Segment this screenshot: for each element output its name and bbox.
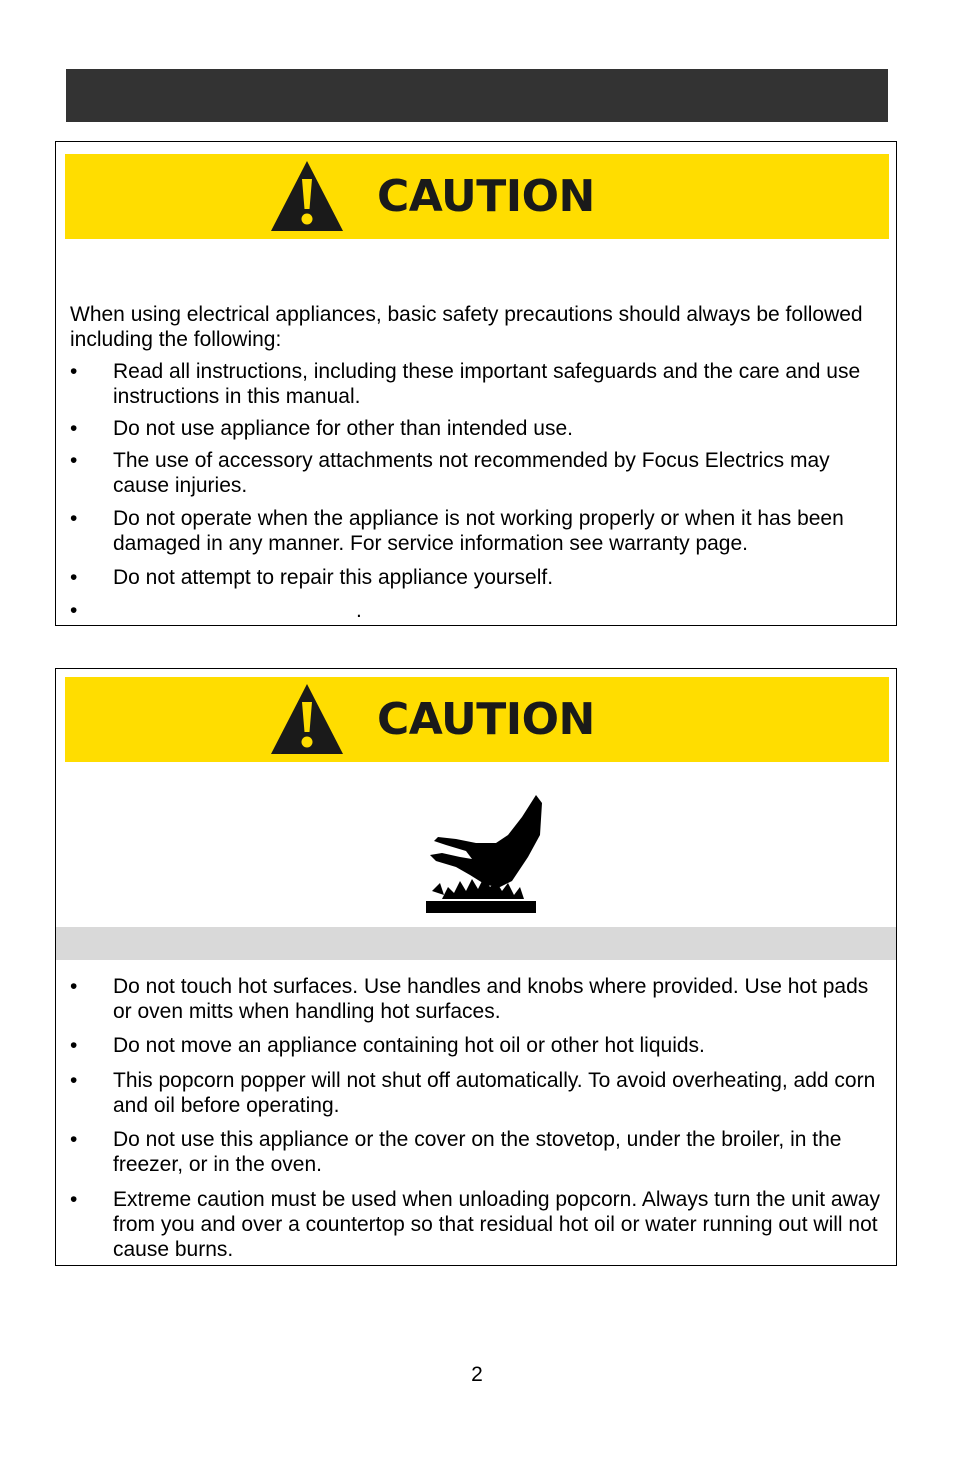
- bullet-dot: •: [70, 566, 78, 589]
- bullet-dot: •: [70, 975, 78, 998]
- caution-banner: [65, 677, 889, 762]
- bullet-dot: •: [70, 1128, 78, 1151]
- page-number: 2: [471, 1363, 483, 1386]
- bullet-dot: •: [70, 507, 78, 530]
- bullet-dot: •: [70, 360, 78, 383]
- bullet-dot: •: [70, 1069, 78, 1092]
- header-bar: [66, 69, 888, 122]
- bullet-dot: •: [70, 1188, 78, 1211]
- caution-label: CAUTION: [377, 171, 595, 222]
- bullet-dot: •: [70, 1034, 78, 1057]
- caution-box-hot-surfaces: CAUTION • Do not touch hot surfaces. Use handles and knobs where provided. Use hot pads or oven mitts when handling hot surfaces. • Do not move an appliance containing hot oil or other hot liquids. • This popcorn popper will not shut off automatically. To avoid overheating, add corn and oil before operating. • Do not use this appliance or the cover on the stovetop, under the broiler, in the freezer, or in the oven. • Extreme caution must be used when unloading popcorn. Always turn the unit away from you and over a countertop so that residual hot oil or water running out will not cause burns.: [55, 668, 897, 1266]
- bullet-dot: •: [70, 417, 78, 440]
- warning-triangle-icon: [269, 159, 345, 233]
- caution-label: CAUTION: [377, 694, 595, 745]
- gray-band: [56, 927, 896, 960]
- bullet-dot: •: [70, 449, 78, 472]
- caution-box-general: CAUTION When using electrical appliances, basic safety precautions should always be followed including the following: • Read all instructions, including these important safeguards and the care and use instructions in this manual. • Do not use appliance for other than intended use. • The use of accessory attachments not recommended by Focus Electrics may cause injuries. • Do not operate when the appliance is not working properly or when it has been damaged in any manner. For service information see warranty page. • Do not attempt to repair this appliance yourself. • .: [55, 141, 897, 626]
- bullet-dot: •: [70, 599, 78, 622]
- caution-banner: [65, 154, 889, 239]
- hot-surface-hand-icon: [426, 795, 542, 915]
- intro-text: When using electrical appliances, basic safety precautions should always be followed including the following:: [70, 303, 863, 351]
- warning-triangle-icon: [269, 682, 345, 756]
